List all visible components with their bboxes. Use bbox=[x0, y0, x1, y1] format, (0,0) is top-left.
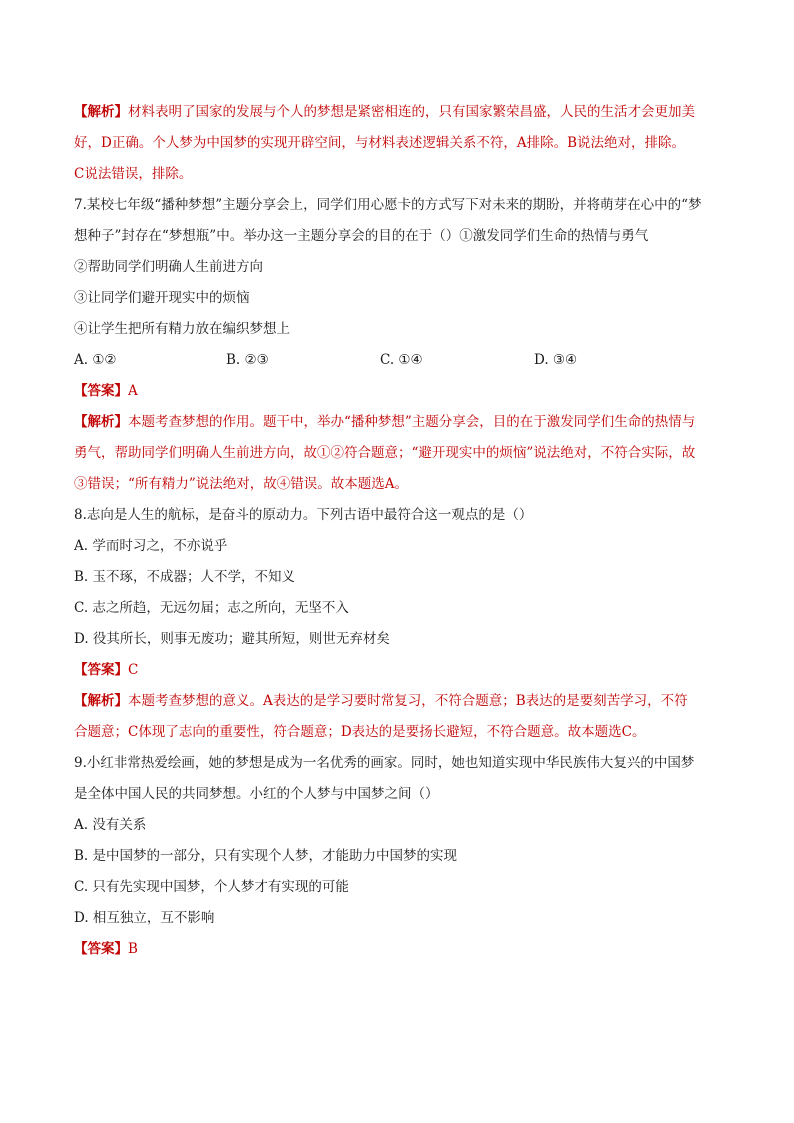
q8-analysis-line: 合题意；C体现了志向的重要性，符合题意；D表达的是要扬长避短，不符合题意。故本题选C。 bbox=[74, 724, 646, 740]
analysis-line: 【解析】材料表明了国家的发展与个人的梦想是紧密相连的，只有国家繁荣昌盛，人民的生活才会更加美 bbox=[74, 104, 695, 120]
q7-analysis-line: 勇气，帮助同学们明确人生前进方向，故①②符合题意；“避开现实中的烦恼”说法绝对，不符合实际，故 bbox=[74, 445, 696, 461]
q9-stem-line: 9.小红非常热爱绘画，她的梦想是成为一名优秀的画家。同时，她也知道实现中华民族伟大复兴的中国梦 bbox=[74, 755, 695, 771]
analysis-line: 好，D正确。个人梦为中国梦的实现开辟空间，与材料表述逻辑关系不符，A排除。B说法绝对，排除。 bbox=[74, 135, 685, 151]
q9-option-d: D. 相互独立，互不影响 bbox=[74, 910, 215, 926]
q7-item: ④让学生把所有精力放在编织梦想上 bbox=[74, 321, 290, 337]
analysis-line: C说法错误，排除。 bbox=[74, 166, 193, 182]
q8-option-c: C. 志之所趋，无远勿届；志之所向，无坚不入 bbox=[74, 600, 349, 616]
q9-option-b: B. 是中国梦的一部分，只有实现个人梦，才能助力中国梦的实现 bbox=[74, 848, 458, 864]
q7-analysis-line: 【解析】本题考查梦想的作用。题干中，举办“播种梦想”主题分享会，目的在于激发同学们生命的热情与 bbox=[74, 414, 696, 430]
q7-stem-line: 想种子”封存在“梦想瓶”中。举办这一主题分享会的目的在于（）①激发同学们生命的热情与勇气 bbox=[74, 228, 649, 244]
q9-answer: 【答案】B bbox=[74, 941, 138, 957]
q9-option-c: C. 只有先实现中国梦，个人梦才有实现的可能 bbox=[74, 879, 349, 895]
analysis-tag: 【解析】 bbox=[74, 693, 128, 709]
answer-tag: 【答案】 bbox=[74, 662, 128, 678]
q8-answer: 【答案】C bbox=[74, 662, 139, 678]
q8-option-b: B. 玉不琢，不成器；人不学，不知义 bbox=[74, 569, 296, 585]
q8-option-a: A. 学而时习之，不亦说乎 bbox=[74, 538, 228, 554]
q7-option-b: B. ②③ bbox=[226, 352, 269, 368]
q7-stem-line: 7.某校七年级“播种梦想”主题分享会上，同学们用心愿卡的方式写下对未来的期盼，并将萌芽在心中的“梦 bbox=[74, 197, 702, 213]
q9-option-a: A. 没有关系 bbox=[74, 817, 147, 833]
q8-stem: 8.志向是人生的航标，是奋斗的原动力。下列古语中最符合这一观点的是（） bbox=[74, 507, 533, 523]
q9-stem-line: 是全体中国人民的共同梦想。小红的个人梦与中国梦之间（） bbox=[74, 786, 439, 802]
answer-tag: 【答案】 bbox=[74, 941, 128, 957]
q7-item: ③让同学们避开现实中的烦恼 bbox=[74, 290, 250, 306]
q8-option-d: D. 役其所长，则事无废功；避其所短，则世无弃材矣 bbox=[74, 631, 390, 647]
analysis-tag: 【解析】 bbox=[74, 104, 128, 120]
q7-option-d: D. ③④ bbox=[534, 352, 578, 368]
q8-analysis-line: 【解析】本题考查梦想的意义。A表达的是学习要时常复习，不符合题意；B表达的是要刻苦学习，不符 bbox=[74, 693, 688, 709]
q7-option-c: C. ①④ bbox=[380, 352, 423, 368]
q7-answer: 【答案】A bbox=[74, 383, 138, 399]
q7-analysis-line: ③错误；“所有精力”说法绝对，故④错误。故本题选A。 bbox=[74, 476, 409, 492]
q7-option-a: A. ①② bbox=[74, 352, 117, 368]
q7-item: ②帮助同学们明确人生前进方向 bbox=[74, 259, 263, 275]
analysis-tag: 【解析】 bbox=[74, 414, 128, 430]
answer-tag: 【答案】 bbox=[74, 383, 128, 399]
